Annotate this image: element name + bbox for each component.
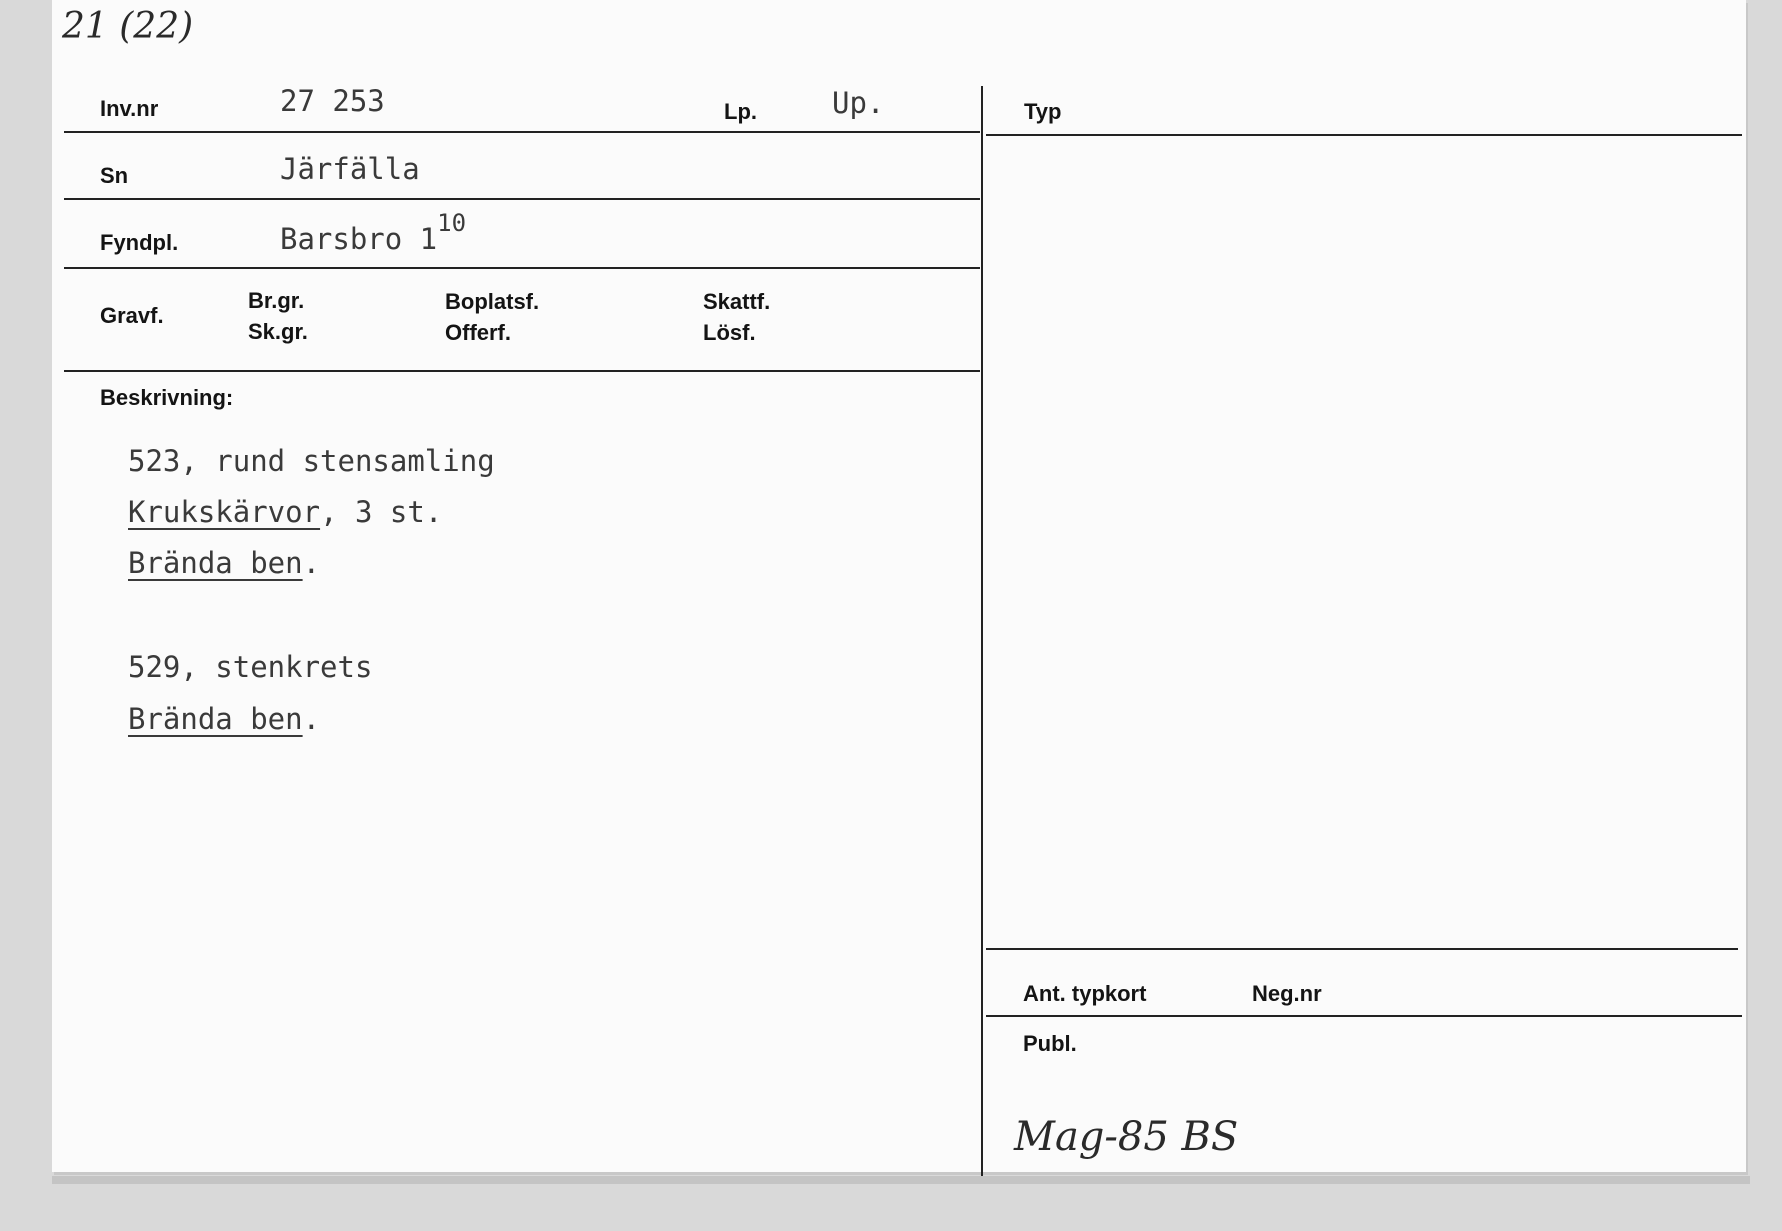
desc-entry2-item1-rest: . xyxy=(302,702,321,736)
label-br-gr: Br.gr. xyxy=(248,288,305,313)
desc-entry2-heading: 529, stenkrets xyxy=(128,650,373,684)
label-sk-gr: Sk.gr. xyxy=(248,319,308,344)
value-fyndpl-main: Barsbro 1 xyxy=(280,222,438,256)
label-skattf: Skattf. xyxy=(703,289,771,314)
label-gravf: Gravf. xyxy=(100,303,164,328)
desc-entry1-item1-word: Krukskärvor xyxy=(128,495,321,529)
label-typ: Typ xyxy=(1024,99,1062,124)
rule-typ xyxy=(986,134,1742,136)
desc-entry2-item1 xyxy=(128,702,320,736)
label-neg-nr: Neg.nr xyxy=(1252,981,1322,1006)
label-lp: Lp. xyxy=(724,99,757,124)
rule-gravf xyxy=(64,370,980,372)
desc-entry1-heading: 523, rund stensamling xyxy=(128,444,495,478)
label-losf: Lösf. xyxy=(703,320,756,345)
value-inv-nr: 27 253 xyxy=(280,84,385,118)
value-lp: Up. xyxy=(832,86,885,120)
label-inv-nr: Inv.nr xyxy=(100,96,159,121)
rule-sn xyxy=(64,198,980,200)
desc-entry1-item1-rest: , 3 st. xyxy=(320,495,443,529)
desc-entry1-item1 xyxy=(128,495,442,529)
card-shadow-strip xyxy=(52,1176,1750,1184)
desc-entry2-item1-word: Brända ben xyxy=(128,702,303,736)
desc-entry1-item2 xyxy=(128,546,320,580)
label-beskrivning: Beskrivning: xyxy=(100,385,234,410)
label-sn: Sn xyxy=(100,163,129,188)
rule-typ-bottom xyxy=(986,948,1738,950)
value-sn: Järfälla xyxy=(280,152,420,186)
rule-fyndpl xyxy=(64,267,980,269)
value-fyndpl-sup: 10 xyxy=(437,209,467,237)
desc-entry1-item2-rest: . xyxy=(302,546,321,580)
rule-antyp xyxy=(986,1015,1742,1017)
label-offerf: Offerf. xyxy=(445,320,511,345)
label-boplatsf: Boplatsf. xyxy=(445,289,540,314)
label-fyndpl: Fyndpl. xyxy=(100,230,179,255)
value-fyndpl xyxy=(280,204,467,256)
rule-invnr xyxy=(64,131,980,133)
desc-entry1-item2-word: Brända ben xyxy=(128,546,303,580)
handwritten-corner-note: 21 (22) xyxy=(62,6,194,47)
column-divider xyxy=(981,86,983,1176)
label-ant-typkort: Ant. typkort xyxy=(1023,981,1147,1006)
label-publ: Publ. xyxy=(1023,1031,1077,1056)
handwritten-bottom-note: Mag-85 BS xyxy=(1014,1114,1239,1160)
